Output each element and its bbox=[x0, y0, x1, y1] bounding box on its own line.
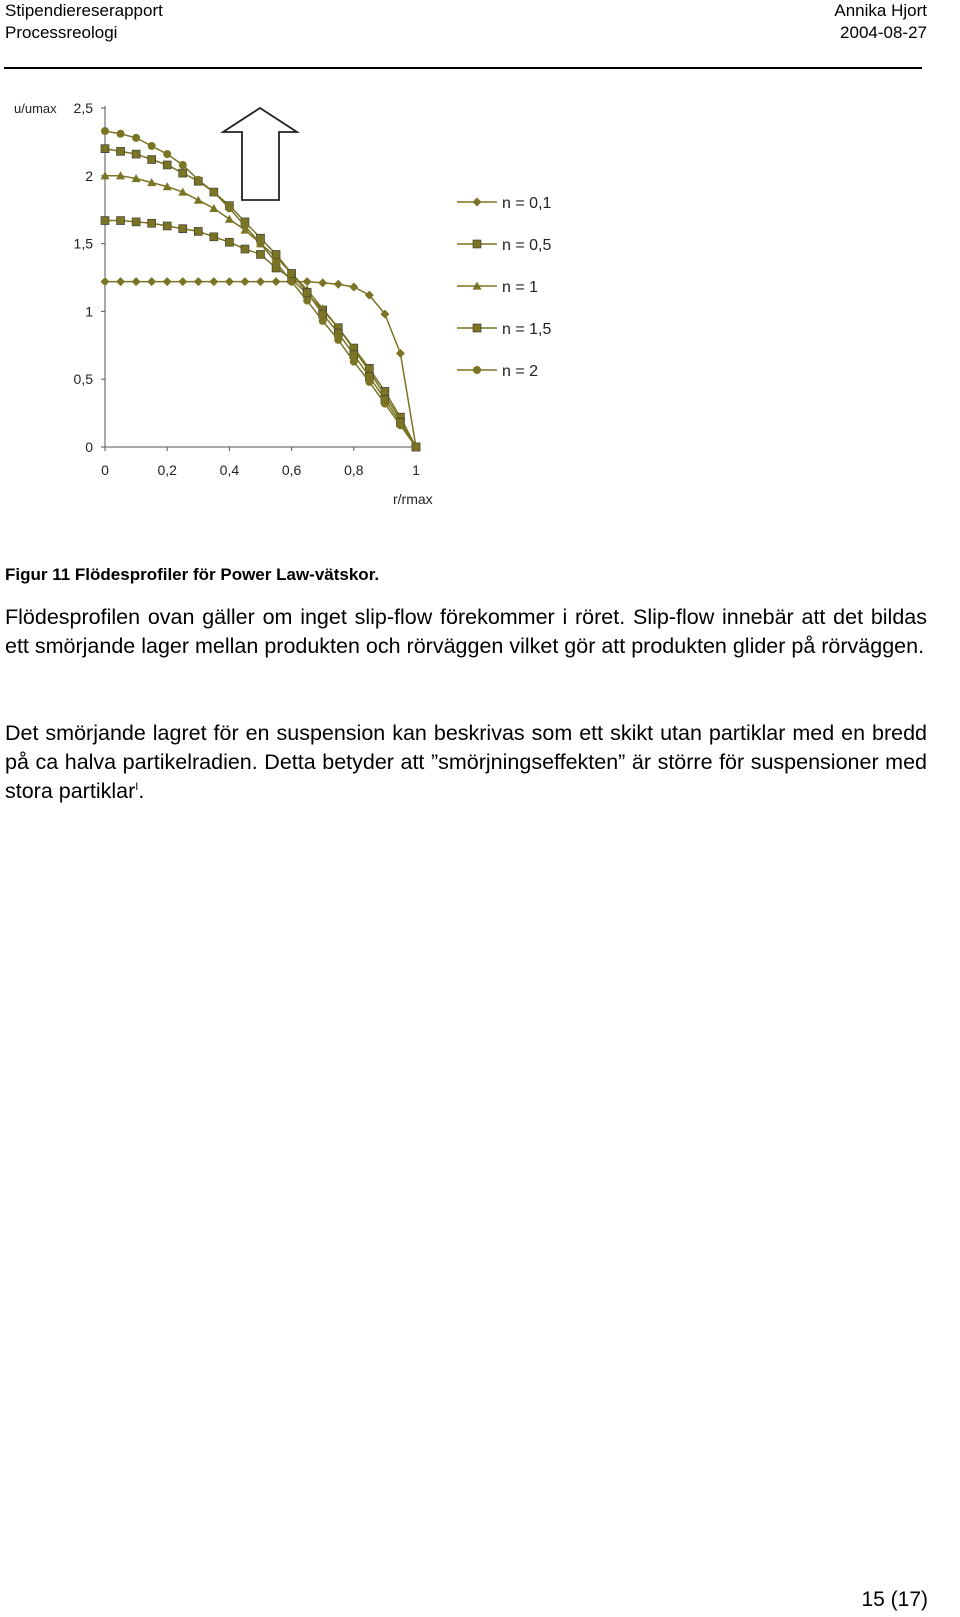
data-point bbox=[225, 277, 234, 286]
data-point bbox=[194, 227, 202, 235]
data-point bbox=[101, 145, 109, 153]
data-point bbox=[225, 238, 233, 246]
data-point bbox=[209, 204, 218, 212]
x-tick-label: 0,4 bbox=[219, 462, 240, 478]
header-left bbox=[5, 0, 163, 44]
legend-swatch-marker bbox=[473, 198, 482, 207]
data-point bbox=[412, 443, 420, 451]
data-point bbox=[288, 269, 296, 277]
data-point bbox=[163, 222, 171, 230]
data-point bbox=[148, 142, 156, 150]
legend-label: n = 1 bbox=[502, 279, 539, 296]
data-point bbox=[132, 218, 140, 226]
data-point bbox=[132, 134, 140, 142]
y-tick-label: 1,5 bbox=[73, 235, 93, 252]
data-point bbox=[257, 240, 265, 248]
paragraph-slip-flow: Flödesprofilen ovan gäller om inget slip-flow förekommer i röret. Slip-flow innebär att det bildas ett smörjande lager mellan produkten och rörväggen vilket gör att produkten glider på rörväggen. bbox=[5, 605, 927, 658]
flow-profile-chart bbox=[0, 86, 600, 526]
legend-swatch-marker bbox=[473, 324, 481, 332]
data-point bbox=[179, 169, 187, 177]
x-tick-label: 0,8 bbox=[344, 462, 364, 478]
page-number: 15 (17) bbox=[861, 1588, 928, 1611]
data-point bbox=[210, 188, 218, 196]
data-point bbox=[132, 150, 140, 158]
data-point bbox=[101, 217, 109, 225]
data-point bbox=[257, 250, 265, 258]
x-axis-label: r/rmax bbox=[393, 491, 433, 507]
data-point bbox=[101, 277, 110, 286]
data-point bbox=[256, 277, 265, 286]
data-point bbox=[147, 277, 156, 286]
legend-swatch-marker bbox=[473, 366, 481, 374]
data-point bbox=[163, 277, 172, 286]
upward-arrow-icon bbox=[223, 108, 297, 200]
data-point bbox=[179, 225, 187, 233]
data-point bbox=[179, 161, 187, 169]
data-point bbox=[334, 336, 342, 344]
data-point bbox=[318, 278, 327, 287]
data-point bbox=[396, 421, 404, 429]
data-point bbox=[132, 277, 141, 286]
report-date: 2004-08-27 bbox=[840, 23, 927, 42]
series-line bbox=[105, 176, 416, 447]
data-point bbox=[240, 277, 249, 286]
paragraph-end-punct: . bbox=[138, 779, 145, 803]
x-tick-label: 1 bbox=[412, 462, 420, 478]
data-point bbox=[225, 215, 234, 223]
data-point bbox=[225, 204, 233, 212]
data-point bbox=[396, 349, 405, 358]
data-point bbox=[210, 233, 218, 241]
header-right bbox=[834, 0, 927, 44]
reference-marker: I bbox=[135, 780, 139, 793]
data-point bbox=[303, 297, 311, 305]
data-point bbox=[194, 277, 203, 286]
report-subject: Processreologi bbox=[5, 23, 118, 42]
data-point bbox=[365, 378, 373, 386]
y-tick-label: 1 bbox=[85, 303, 93, 320]
data-point bbox=[350, 358, 358, 366]
data-point bbox=[209, 277, 218, 286]
y-tick-label: 0,5 bbox=[73, 371, 93, 388]
data-point bbox=[288, 278, 296, 286]
data-point bbox=[272, 277, 281, 286]
data-point bbox=[117, 147, 125, 155]
figure-caption: Figur 11 Flödesprofiler för Power Law-vätskor. bbox=[5, 565, 380, 584]
data-point bbox=[241, 245, 249, 253]
data-point bbox=[101, 127, 109, 135]
data-point bbox=[194, 176, 202, 184]
data-point bbox=[334, 280, 343, 289]
paragraph-lubricating-layer-text: Det smörjande lagret för en suspension kan beskrivas som ett skikt utan partiklar med en bredd på ca halva partikelradien. Detta betyder att ”smörjningseffekten” är större för suspensioner med stora partiklar bbox=[5, 721, 927, 803]
data-point bbox=[178, 277, 187, 286]
data-point bbox=[381, 400, 389, 408]
data-point bbox=[272, 250, 280, 258]
report-type: Stipendiereserapport bbox=[5, 1, 163, 20]
data-point bbox=[117, 217, 125, 225]
x-tick-label: 0,2 bbox=[157, 462, 177, 478]
legend-label: n = 2 bbox=[502, 363, 539, 380]
data-point bbox=[148, 156, 156, 164]
data-point bbox=[303, 288, 311, 296]
y-tick-label: 0 bbox=[85, 439, 93, 455]
legend-label: n = 1,5 bbox=[502, 321, 552, 338]
author-name: Annika Hjort bbox=[834, 1, 927, 20]
data-point bbox=[272, 259, 280, 267]
data-point bbox=[194, 196, 203, 204]
data-point bbox=[116, 277, 125, 286]
data-point bbox=[163, 161, 171, 169]
legend-label: n = 0,1 bbox=[502, 195, 552, 212]
header-divider bbox=[4, 67, 922, 69]
legend-label: n = 0,5 bbox=[502, 237, 552, 254]
legend-swatch-marker bbox=[473, 240, 481, 248]
data-point bbox=[303, 277, 312, 286]
data-point bbox=[163, 150, 171, 158]
data-point bbox=[349, 282, 358, 291]
data-point bbox=[241, 222, 249, 230]
y-tick-label: 2,5 bbox=[73, 100, 93, 116]
data-point bbox=[117, 130, 125, 138]
paragraph-lubricating-layer bbox=[5, 719, 927, 806]
x-tick-label: 0,6 bbox=[281, 462, 302, 478]
y-tick-label: 2 bbox=[85, 167, 93, 184]
data-point bbox=[319, 317, 327, 325]
x-tick-label: 0 bbox=[101, 462, 109, 478]
data-point bbox=[148, 219, 156, 227]
y-axis-label: u/umax bbox=[14, 101, 57, 116]
